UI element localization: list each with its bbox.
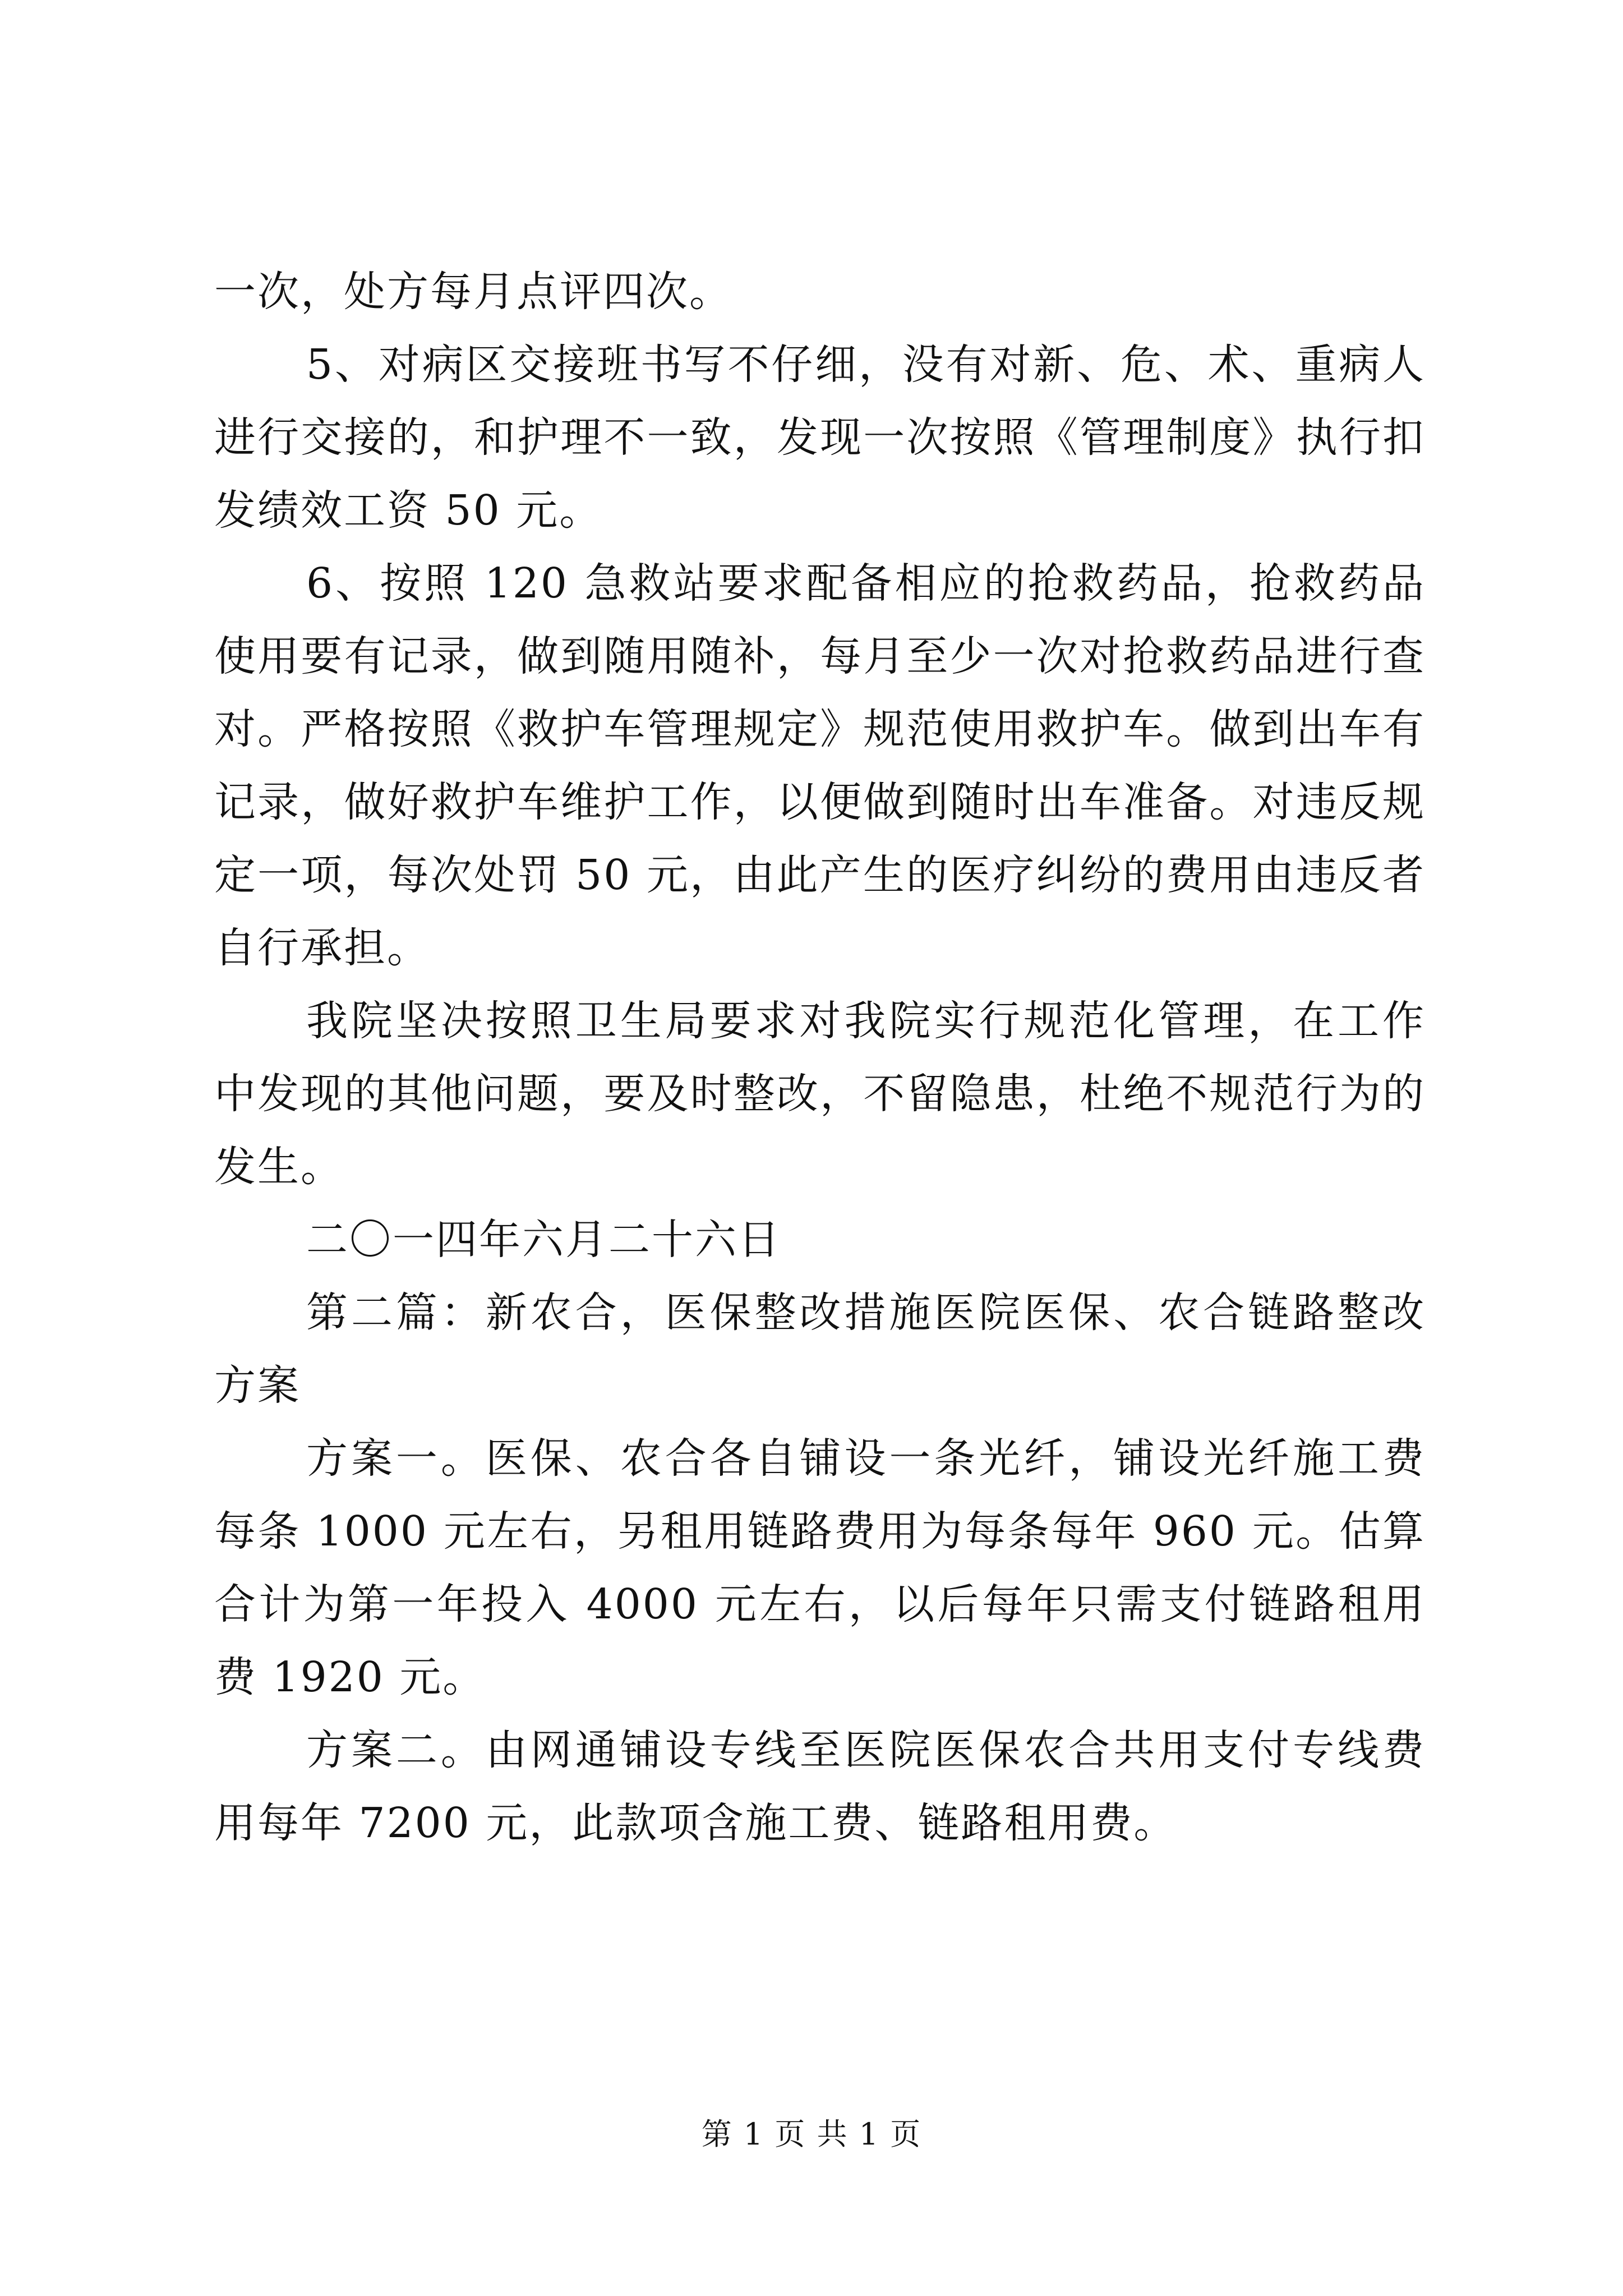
section-heading: 第二篇：新农合，医保整改措施医院医保、农合链路整改方案 (214, 1289, 1426, 1410)
paragraph-4: 我院坚决按照卫生局要求对我院实行规范化管理，在工作中发现的其他问题，要及时整改，不留隐患，杜绝不规范行为的发生。 (214, 997, 1426, 1191)
page-footer: 第 1 页 共 1 页 (701, 2116, 922, 2152)
paragraph-2: 5、对病区交接班书写不仔细，没有对新、危、术、重病人进行交接的，和护理不一致，发现一次按照《管理制度》执行扣发绩效工资 50 元。 (214, 341, 1426, 535)
document-body (214, 255, 1426, 1860)
paragraph-1: 一次，处方每月点评四次。 (214, 268, 732, 316)
date-line: 二〇一四年六月二十六日 (306, 1216, 781, 1264)
paragraph-plan-two: 方案二。由网通铺设专线至医院医保农合共用支付专线费用每年 7200 元，此款项含施工费、链路租用费。 (214, 1726, 1426, 1847)
paragraph-plan-one: 方案一。医保、农合各自铺设一条光纤，铺设光纤施工费每条 1000 元左右，另租用链路费用为每条每年 960 元。估算合计为第一年投入 4000 元左右，以后每年只需支付链路租用费 1920 元。 (214, 1434, 1426, 1701)
paragraph-3: 6、按照 120 急救站要求配备相应的抢救药品，抢救药品使用要有记录，做到随用随补，每月至少一次对抢救药品进行查对。严格按照《救护车管理规定》规范使用救护车。做到出车有记录，做好救护车维护工作，以便做到随时出车准备。对违反规定一项，每次处罚 50 元，由此产生的医疗纠纷的费用由违反者自行承担。 (214, 559, 1426, 972)
